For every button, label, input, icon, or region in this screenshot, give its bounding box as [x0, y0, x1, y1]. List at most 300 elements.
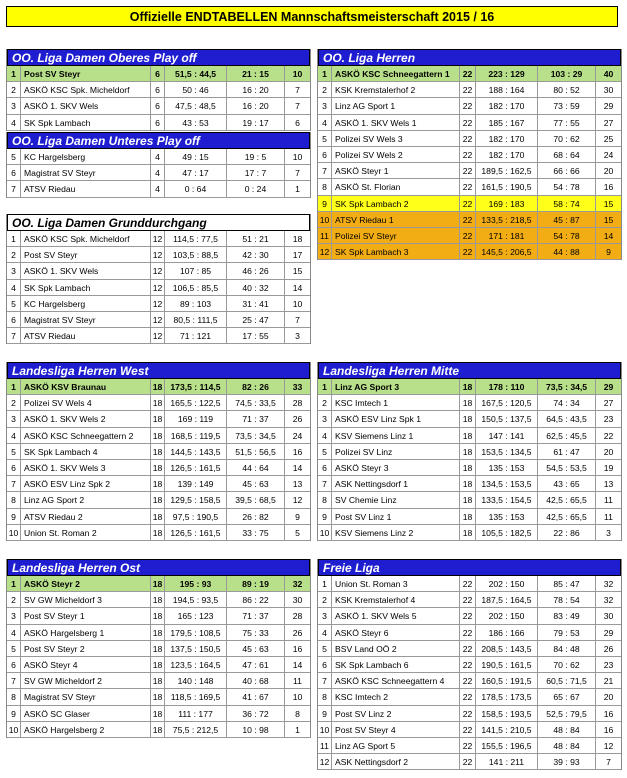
points-cell: 16 : 20	[227, 82, 285, 97]
league-points-cell: 27	[603, 117, 614, 128]
games-cell: 22	[460, 641, 476, 656]
team-cell: ASKÖ Steyr 6	[332, 625, 460, 640]
points-cell: 21 : 15	[227, 66, 285, 81]
table-title: OO. Liga Damen Oberes Play off	[7, 49, 310, 66]
league-points-cell: 6	[295, 117, 300, 128]
points-cell: 25 : 47	[227, 312, 285, 327]
table-row	[318, 673, 621, 689]
score-cell: 114,5 : 77,5	[165, 231, 227, 246]
score-cell: 160,5 : 191,5	[476, 673, 538, 688]
team-cell: Post SV Linz 1	[332, 509, 460, 524]
rank-cell: 4	[318, 428, 332, 443]
league-points-cell: 9	[606, 247, 611, 258]
table-row	[318, 592, 621, 608]
score-cell: 51,5 : 44,5	[165, 66, 227, 81]
points-cell: 39,5 : 68,5	[227, 492, 285, 507]
score-cell: 202 : 150	[476, 576, 538, 591]
games-cell: 18	[460, 395, 476, 410]
table-row	[318, 525, 621, 541]
team-cell: Linz AG Sport 2	[21, 492, 151, 507]
team-cell: Polizei SV Wels 3	[332, 131, 460, 146]
points-cell: 54,5 : 53,5	[538, 460, 596, 475]
league-points-cell: 12	[292, 495, 303, 506]
team-cell: Polizei SV Linz	[332, 444, 460, 459]
points-cell: 68 : 64	[538, 147, 596, 162]
team-cell: Polizei SV Steyr	[332, 228, 460, 243]
league-points-cell: 26	[603, 643, 614, 654]
points-cell: 0 : 24	[227, 181, 285, 196]
table-row	[318, 115, 621, 131]
table-row	[7, 444, 310, 460]
points-cell: 45 : 87	[538, 212, 596, 227]
games-cell: 18	[151, 379, 165, 394]
rank-cell: 1	[7, 231, 21, 246]
games-cell: 18	[151, 476, 165, 491]
rank-cell: 5	[318, 641, 332, 656]
score-cell: 137,5 : 150,5	[165, 641, 227, 656]
rank-cell: 7	[318, 476, 332, 491]
table-damen-grunddurchgang	[6, 214, 311, 344]
league-points-cell: 23	[603, 414, 614, 425]
points-cell: 85 : 47	[538, 576, 596, 591]
table-row	[7, 82, 310, 98]
points-cell: 10 : 98	[227, 722, 285, 737]
team-cell: KSC Imtech 1	[332, 395, 460, 410]
rank-cell: 3	[7, 608, 21, 623]
games-cell: 22	[460, 722, 476, 737]
score-cell: 173,5 : 114,5	[165, 379, 227, 394]
games-cell: 18	[151, 592, 165, 607]
games-cell: 18	[460, 525, 476, 540]
rank-cell: 1	[7, 379, 21, 394]
games-cell: 18	[151, 641, 165, 656]
score-cell: 141,5 : 210,5	[476, 722, 538, 737]
team-cell: Magistrat SV Steyr	[21, 312, 151, 327]
table-landesliga-mitte	[317, 362, 622, 541]
team-cell: ASKÖ Steyr 2	[21, 576, 151, 591]
league-points-cell: 11	[604, 511, 613, 522]
rank-cell: 2	[7, 82, 21, 97]
team-cell: ASKÖ Steyr 3	[332, 460, 460, 475]
rank-cell: 4	[7, 625, 21, 640]
table-row	[318, 722, 621, 738]
team-cell: ASKÖ Hargelsberg 1	[21, 625, 151, 640]
table-row	[318, 395, 621, 411]
score-cell: 133,5 : 154,5	[476, 492, 538, 507]
table-row	[7, 706, 310, 722]
league-points-cell: 16	[292, 446, 303, 457]
score-cell: 75,5 : 212,5	[165, 722, 227, 737]
table-row	[318, 98, 621, 114]
score-cell: 134,5 : 153,5	[476, 476, 538, 491]
rank-cell: 6	[318, 460, 332, 475]
rank-cell: 10	[318, 525, 332, 540]
table-damen-unteres-playoff	[6, 132, 311, 198]
team-cell: ASK Nettingsdorf 1	[332, 476, 460, 491]
team-cell: ASKÖ KSC Spk. Micheldorf	[21, 231, 151, 246]
rank-cell: 12	[318, 754, 332, 769]
rank-cell: 4	[7, 115, 21, 130]
table-row	[318, 228, 621, 244]
team-cell: ASKÖ 1. SKV Wels	[21, 263, 151, 278]
table-row	[7, 592, 310, 608]
points-cell: 44 : 64	[227, 460, 285, 475]
score-cell: 135 : 153	[476, 509, 538, 524]
team-cell: Post SV Steyr	[21, 247, 151, 262]
league-points-cell: 15	[603, 214, 614, 225]
league-points-cell: 7	[606, 757, 611, 768]
rank-cell: 8	[318, 492, 332, 507]
games-cell: 18	[151, 657, 165, 672]
score-cell: 190,5 : 161,5	[476, 657, 538, 672]
rank-cell: 7	[7, 181, 21, 196]
rank-cell: 5	[7, 296, 21, 311]
team-cell: SK Spk Lambach	[21, 280, 151, 295]
games-cell: 18	[151, 428, 165, 443]
league-points-cell: 22	[603, 430, 614, 441]
score-cell: 167,5 : 120,5	[476, 395, 538, 410]
table-row	[7, 296, 310, 312]
games-cell: 18	[460, 492, 476, 507]
points-cell: 65 : 67	[538, 689, 596, 704]
team-cell: ASKÖ ESV Linz Spk 1	[332, 411, 460, 426]
points-cell: 52,5 : 79,5	[538, 706, 596, 721]
rank-cell: 5	[7, 444, 21, 459]
rank-cell: 2	[7, 395, 21, 410]
score-cell: 161,5 : 190,5	[476, 179, 538, 194]
score-cell: 158,5 : 193,5	[476, 706, 538, 721]
score-cell: 106,5 : 85,5	[165, 280, 227, 295]
table-row	[318, 706, 621, 722]
rank-cell: 2	[318, 592, 332, 607]
rank-cell: 3	[7, 411, 21, 426]
league-points-cell: 26	[292, 627, 303, 638]
games-cell: 18	[151, 460, 165, 475]
table-row	[7, 66, 310, 82]
table-row	[318, 444, 621, 460]
team-cell: ASKÖ Steyr 1	[332, 163, 460, 178]
score-cell: 0 : 64	[165, 181, 227, 196]
games-cell: 22	[460, 244, 476, 259]
table-landesliga-west	[6, 362, 311, 541]
league-points-cell: 3	[295, 331, 300, 342]
table-row	[7, 165, 310, 181]
score-cell: 179,5 : 108,5	[165, 625, 227, 640]
points-cell: 84 : 48	[538, 641, 596, 656]
games-cell: 22	[460, 689, 476, 704]
league-points-cell: 30	[603, 85, 614, 96]
games-cell: 12	[151, 231, 165, 246]
score-cell: 145,5 : 206,5	[476, 244, 538, 259]
games-cell: 18	[460, 444, 476, 459]
points-cell: 54 : 78	[538, 179, 596, 194]
league-points-cell: 8	[295, 708, 300, 719]
rank-cell: 10	[318, 722, 332, 737]
table-row	[318, 163, 621, 179]
table-landesliga-ost	[6, 559, 311, 738]
games-cell: 22	[460, 147, 476, 162]
team-cell: Post SV Steyr	[21, 66, 151, 81]
table-title: Landesliga Herren West	[7, 362, 310, 379]
games-cell: 6	[151, 115, 165, 130]
team-cell: ATSV Riedau	[21, 328, 151, 343]
league-points-cell: 7	[295, 168, 300, 179]
score-cell: 178 : 110	[476, 379, 538, 394]
rank-cell: 9	[318, 509, 332, 524]
league-points-cell: 11	[604, 495, 613, 506]
games-cell: 22	[460, 196, 476, 211]
team-cell: ASKÖ KSC Spk. Micheldorf	[21, 82, 151, 97]
rank-cell: 7	[7, 673, 21, 688]
games-cell: 22	[460, 163, 476, 178]
team-cell: ASKÖ 1. SKV Wels 3	[21, 460, 151, 475]
score-cell: 185 : 167	[476, 115, 538, 130]
games-cell: 22	[460, 131, 476, 146]
league-points-cell: 12	[603, 740, 614, 751]
team-cell: Post SV Steyr 4	[332, 722, 460, 737]
table-damen-oberes-playoff	[6, 49, 311, 131]
table-title: OO. Liga Damen Grunddurchgang	[7, 214, 310, 231]
league-points-cell: 20	[603, 446, 614, 457]
league-points-cell: 7	[295, 314, 300, 325]
rank-cell: 10	[7, 722, 21, 737]
rank-cell: 6	[7, 312, 21, 327]
league-points-cell: 9	[295, 511, 300, 522]
games-cell: 22	[460, 82, 476, 97]
league-points-cell: 15	[603, 198, 614, 209]
rank-cell: 5	[318, 131, 332, 146]
points-cell: 73,5 : 34,5	[227, 428, 285, 443]
points-cell: 103 : 29	[538, 66, 596, 81]
score-cell: 71 : 121	[165, 328, 227, 343]
table-row	[7, 722, 310, 738]
score-cell: 97,5 : 190,5	[165, 509, 227, 524]
league-points-cell: 1	[295, 724, 300, 735]
team-cell: ATSV Riedau 1	[332, 212, 460, 227]
games-cell: 22	[460, 228, 476, 243]
table-row	[7, 460, 310, 476]
team-cell: ASKÖ 1. SKV Wels 5	[332, 608, 460, 623]
table-row	[318, 492, 621, 508]
games-cell: 18	[151, 411, 165, 426]
points-cell: 75 : 33	[227, 625, 285, 640]
team-cell: Linz AG Sport 3	[332, 379, 460, 394]
rank-cell: 4	[7, 280, 21, 295]
score-cell: 165 : 123	[165, 608, 227, 623]
rank-cell: 9	[7, 509, 21, 524]
table-row	[7, 312, 310, 328]
score-cell: 144,5 : 143,5	[165, 444, 227, 459]
table-row	[318, 66, 621, 82]
rank-cell: 1	[318, 66, 332, 81]
score-cell: 189,5 : 162,5	[476, 163, 538, 178]
league-points-cell: 28	[292, 611, 303, 622]
table-row	[318, 428, 621, 444]
league-points-cell: 30	[603, 611, 614, 622]
score-cell: 49 : 15	[165, 149, 227, 164]
score-cell: 208,5 : 143,5	[476, 641, 538, 656]
points-cell: 42,5 : 65,5	[538, 492, 596, 507]
games-cell: 22	[460, 657, 476, 672]
rank-cell: 3	[318, 608, 332, 623]
games-cell: 12	[151, 328, 165, 343]
points-cell: 82 : 26	[227, 379, 285, 394]
score-cell: 139 : 149	[165, 476, 227, 491]
points-cell: 41 : 67	[227, 689, 285, 704]
league-points-cell: 20	[603, 692, 614, 703]
team-cell: SK Spk Lambach 4	[21, 444, 151, 459]
score-cell: 182 : 170	[476, 98, 538, 113]
team-cell: KC Hargelsberg	[21, 296, 151, 311]
team-cell: SV Chemie Linz	[332, 492, 460, 507]
points-cell: 51 : 21	[227, 231, 285, 246]
points-cell: 48 : 84	[538, 722, 596, 737]
rank-cell: 2	[7, 592, 21, 607]
score-cell: 133,5 : 218,5	[476, 212, 538, 227]
table-row	[318, 641, 621, 657]
points-cell: 36 : 72	[227, 706, 285, 721]
table-row	[7, 509, 310, 525]
points-cell: 43 : 65	[538, 476, 596, 491]
rank-cell: 9	[318, 706, 332, 721]
games-cell: 18	[151, 608, 165, 623]
games-cell: 22	[460, 212, 476, 227]
rank-cell: 4	[318, 115, 332, 130]
games-cell: 22	[460, 66, 476, 81]
points-cell: 46 : 26	[227, 263, 285, 278]
rank-cell: 2	[318, 82, 332, 97]
score-cell: 182 : 170	[476, 147, 538, 162]
rank-cell: 6	[318, 147, 332, 162]
games-cell: 18	[151, 673, 165, 688]
score-cell: 195 : 93	[165, 576, 227, 591]
games-cell: 22	[460, 625, 476, 640]
table-row	[7, 98, 310, 114]
league-points-cell: 3	[606, 527, 611, 538]
league-points-cell: 18	[292, 234, 303, 244]
points-cell: 47 : 61	[227, 657, 285, 672]
games-cell: 6	[151, 82, 165, 97]
league-points-cell: 7	[295, 101, 300, 112]
table-row	[7, 689, 310, 705]
score-cell: 169 : 183	[476, 196, 538, 211]
points-cell: 73,5 : 34,5	[538, 379, 596, 394]
points-cell: 31 : 41	[227, 296, 285, 311]
score-cell: 188 : 164	[476, 82, 538, 97]
score-cell: 182 : 170	[476, 131, 538, 146]
games-cell: 12	[151, 280, 165, 295]
rank-cell: 6	[7, 460, 21, 475]
score-cell: 153,5 : 134,5	[476, 444, 538, 459]
points-cell: 42 : 30	[227, 247, 285, 262]
rank-cell: 12	[318, 244, 332, 259]
league-points-cell: 27	[603, 398, 614, 409]
points-cell: 89 : 19	[227, 576, 285, 591]
points-cell: 74 : 34	[538, 395, 596, 410]
points-cell: 70 : 62	[538, 657, 596, 672]
points-cell: 26 : 82	[227, 509, 285, 524]
rank-cell: 5	[7, 149, 21, 164]
rank-cell: 9	[318, 196, 332, 211]
league-points-cell: 29	[603, 627, 614, 638]
team-cell: Polizei SV Wels 2	[332, 147, 460, 162]
games-cell: 6	[151, 98, 165, 113]
games-cell: 6	[151, 66, 165, 81]
rank-cell: 8	[7, 689, 21, 704]
points-cell: 60,5 : 71,5	[538, 673, 596, 688]
table-row	[318, 460, 621, 476]
team-cell: Post SV Steyr 1	[21, 608, 151, 623]
team-cell: SK Spk Lambach 3	[332, 244, 460, 259]
table-row	[7, 411, 310, 427]
rank-cell: 3	[7, 98, 21, 113]
points-cell: 48 : 84	[538, 738, 596, 753]
score-cell: 141 : 211	[476, 754, 538, 769]
rank-cell: 8	[318, 179, 332, 194]
team-cell: ASKÖ KSC Schneegattern 1	[332, 66, 460, 81]
points-cell: 17 : 55	[227, 328, 285, 343]
league-points-cell: 26	[292, 414, 303, 425]
rank-cell: 2	[318, 395, 332, 410]
games-cell: 18	[460, 411, 476, 426]
score-cell: 186 : 166	[476, 625, 538, 640]
rank-cell: 5	[7, 641, 21, 656]
games-cell: 18	[151, 706, 165, 721]
score-cell: 47 : 17	[165, 165, 227, 180]
games-cell: 22	[460, 754, 476, 769]
league-points-cell: 7	[295, 85, 300, 96]
team-cell: KSK Kremstalerhof 4	[332, 592, 460, 607]
team-cell: Union St. Roman 2	[21, 525, 151, 540]
table-title: Landesliga Herren Ost	[7, 559, 310, 576]
team-cell: ASKÖ KSV Braunau	[21, 379, 151, 394]
team-cell: ASK Nettingsdorf 2	[332, 754, 460, 769]
score-cell: 126,5 : 161,5	[165, 525, 227, 540]
points-cell: 45 : 63	[227, 641, 285, 656]
team-cell: ASKÖ St. Florian	[332, 179, 460, 194]
points-cell: 54 : 78	[538, 228, 596, 243]
team-cell: ASKÖ SC Glaser	[21, 706, 151, 721]
points-cell: 44 : 88	[538, 244, 596, 259]
points-cell: 73 : 59	[538, 98, 596, 113]
table-row	[318, 179, 621, 195]
games-cell: 18	[151, 525, 165, 540]
points-cell: 66 : 66	[538, 163, 596, 178]
games-cell: 22	[460, 608, 476, 623]
games-cell: 12	[151, 263, 165, 278]
team-cell: Linz AG Sport 5	[332, 738, 460, 753]
games-cell: 22	[460, 706, 476, 721]
team-cell: KSK Kremstalerhof 2	[332, 82, 460, 97]
table-liga-herren	[317, 49, 622, 260]
rank-cell: 3	[7, 263, 21, 278]
league-points-cell: 11	[293, 676, 302, 687]
score-cell: 107 : 85	[165, 263, 227, 278]
points-cell: 64,5 : 43,5	[538, 411, 596, 426]
rank-cell: 8	[318, 689, 332, 704]
table-title: OO. Liga Herren	[318, 49, 621, 66]
league-points-cell: 16	[603, 724, 614, 735]
games-cell: 18	[151, 625, 165, 640]
team-cell: ATSV Riedau	[21, 181, 151, 196]
table-row	[318, 625, 621, 641]
points-cell: 80 : 52	[538, 82, 596, 97]
table-row	[318, 476, 621, 492]
points-cell: 19 : 5	[227, 149, 285, 164]
table-row	[7, 641, 310, 657]
points-cell: 74,5 : 33,5	[227, 395, 285, 410]
table-row	[7, 476, 310, 492]
